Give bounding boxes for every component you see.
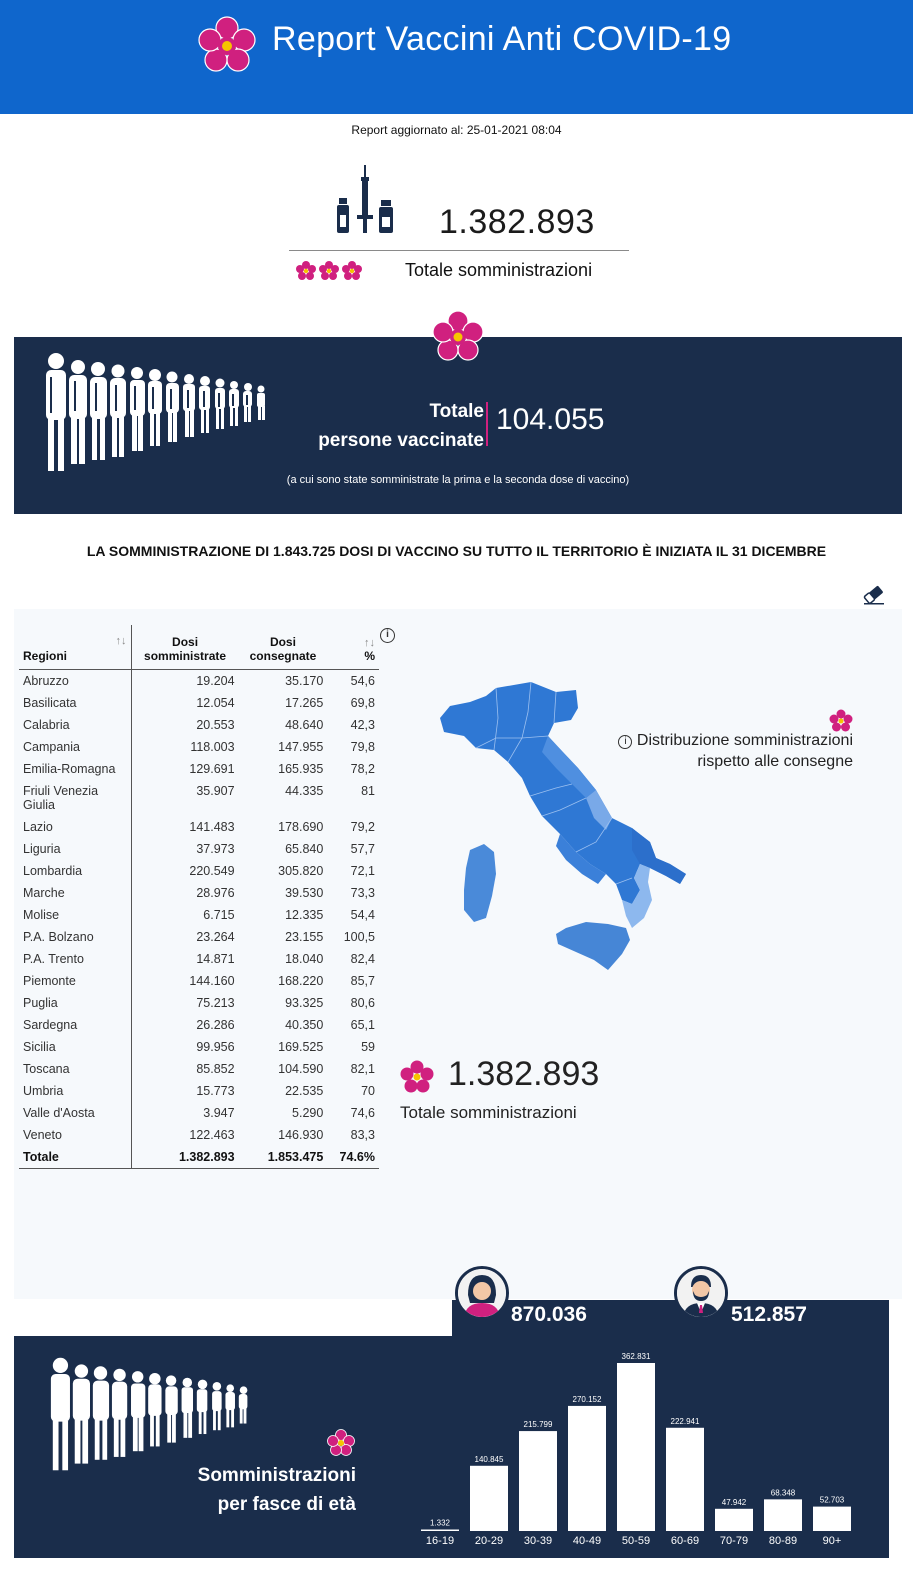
cell-somm: 144.160 (189, 973, 235, 988)
primula-flower-icon (430, 309, 486, 365)
bar-value-label: 1.332 (429, 1518, 451, 1528)
female-count: 870.036 (511, 1303, 587, 1326)
cell-somm: 6.715 (203, 907, 235, 922)
cell-pct: 59 (361, 1039, 375, 1054)
cell-somm: 220.549 (189, 863, 235, 878)
bar-90+[interactable] (813, 1507, 851, 1531)
cell-name: Liguria (19, 838, 131, 860)
three-flowers-icon (295, 259, 365, 281)
cell-pct: 42,3 (350, 717, 375, 732)
x-tick-label: 90+ (822, 1535, 842, 1547)
cell-pct: 82,1 (350, 1061, 375, 1076)
table-row (19, 838, 379, 860)
table-row (19, 736, 379, 758)
age-groups-panel (14, 1336, 889, 1558)
cell-somm: 28.976 (196, 885, 235, 900)
cell-somm: 118.003 (190, 739, 235, 754)
cell-pct: 82,4 (350, 951, 375, 966)
cell-pct: 72,1 (350, 863, 375, 878)
table-row (19, 1014, 379, 1036)
col-header-regions[interactable]: Regioni ↑↓ (19, 625, 131, 669)
cell-cons: 165.935 (278, 761, 324, 776)
cell-name: Puglia (19, 992, 131, 1014)
cell-pct: 74,6 (350, 1105, 375, 1120)
syringe-vial-icon (335, 165, 397, 241)
table-row (19, 816, 379, 838)
bar-value-label: 52.703 (819, 1495, 845, 1505)
x-tick-label: 80-89 (768, 1535, 798, 1547)
bar-40-49[interactable] (568, 1406, 606, 1531)
map-total-label: Totale somministrazioni (400, 1103, 577, 1122)
accent-divider (486, 402, 488, 446)
cell-name: Marche (19, 882, 131, 904)
bar-value-label: 68.348 (770, 1488, 796, 1498)
bar-30-39[interactable] (519, 1431, 557, 1531)
bar-value-label: 362.831 (621, 1352, 651, 1361)
crowd-illustration-icon (34, 1352, 270, 1476)
cell-somm: 26.286 (196, 1017, 235, 1032)
map-sardegna[interactable] (464, 844, 496, 922)
cell-name: Friuli Venezia Giulia (19, 780, 131, 816)
bar-60-69[interactable] (666, 1428, 704, 1531)
cell-somm: 15.773 (196, 1083, 235, 1098)
cell-pct: 79,2 (350, 819, 375, 834)
cell-cons: 48.640 (285, 717, 324, 732)
cell-pct: 79,8 (350, 739, 375, 754)
cell-cons: 22.535 (285, 1083, 324, 1098)
cell-somm: 1.382.893 (131, 1146, 239, 1169)
bar-80-89[interactable] (764, 1499, 802, 1531)
cell-name: Sicilia (19, 1036, 131, 1058)
cell-name: Valle d'Aosta (19, 1102, 131, 1124)
table-row (19, 926, 379, 948)
update-timestamp: Report aggiornato al: 25-01-2021 08:04 (351, 123, 562, 137)
info-icon[interactable]: i (618, 735, 632, 749)
cell-somm: 20.553 (196, 717, 235, 732)
col-header-administered[interactable]: Dosi somministrate (131, 625, 239, 669)
cell-name: P.A. Bolzano (19, 926, 131, 948)
cell-name: Basilicata (19, 692, 131, 714)
cell-pct: 81 (361, 783, 375, 798)
bar-value-label: 270.152 (572, 1394, 602, 1404)
table-row (19, 714, 379, 736)
map-sicilia[interactable] (556, 922, 630, 970)
cell-somm: 122.463 (189, 1127, 235, 1142)
bar-value-label: 140.845 (474, 1454, 504, 1464)
x-tick-label: 30-39 (523, 1535, 553, 1547)
bar-16-19[interactable] (421, 1530, 459, 1532)
x-tick-label: 16-19 (425, 1535, 455, 1547)
cell-pct: 54,6 (350, 673, 375, 688)
divider (289, 250, 629, 251)
table-row (19, 1036, 379, 1058)
total-administrations-value: 1.382.893 (439, 203, 595, 241)
italy-map[interactable] (436, 678, 696, 978)
cell-cons: 17.265 (285, 695, 324, 710)
table-row (19, 1080, 379, 1102)
total-administrations-label: Totale somministrazioni (405, 260, 593, 280)
cell-pct: 70 (361, 1083, 375, 1098)
cell-cons: 5.290 (292, 1105, 324, 1120)
table-row (19, 970, 379, 992)
cell-pct: 100,5 (343, 929, 375, 944)
cell-cons: 39.530 (285, 885, 324, 900)
primula-flower-icon (400, 1060, 434, 1094)
cell-somm: 75.213 (196, 995, 235, 1010)
regions-table (19, 625, 379, 1169)
male-count: 512.857 (731, 1303, 807, 1326)
table-row (19, 904, 379, 926)
bar-50-59[interactable] (617, 1363, 655, 1531)
eraser-icon[interactable] (862, 585, 886, 605)
x-tick-label: 40-49 (572, 1535, 602, 1547)
cell-somm: 37.973 (196, 841, 235, 856)
cell-cons: 65.840 (285, 841, 324, 856)
male-avatar-icon (674, 1266, 728, 1320)
cell-pct: 83,3 (350, 1127, 375, 1142)
cell-pct: 85,7 (350, 973, 375, 988)
vaccinated-label: Totale persone vaccinate (318, 401, 484, 451)
cell-cons: 1.853.475 (239, 1146, 328, 1169)
table-row (19, 692, 379, 714)
cell-somm: 12.054 (196, 695, 235, 710)
cell-name: Molise (19, 904, 131, 926)
bar-value-label: 47.942 (721, 1497, 747, 1507)
cell-pct: 57,7 (350, 841, 375, 856)
cell-cons: 18.040 (285, 951, 324, 966)
table-row (19, 948, 379, 970)
cell-cons: 35.170 (285, 673, 324, 688)
cell-cons: 168.220 (278, 973, 324, 988)
table-row (19, 882, 379, 904)
info-icon[interactable]: i (380, 628, 395, 643)
x-tick-label: 70-79 (719, 1535, 749, 1547)
map-total-value: 1.382.893 (448, 1055, 600, 1093)
cell-somm: 141.483 (189, 819, 235, 834)
sort-icon[interactable]: ↑↓ (115, 634, 127, 647)
table-row (19, 992, 379, 1014)
cell-somm: 3.947 (203, 1105, 235, 1120)
cell-name: Lombardia (19, 860, 131, 882)
cell-name: P.A. Trento (19, 948, 131, 970)
cell-pct: 65,1 (350, 1017, 375, 1032)
cell-cons: 23.155 (285, 929, 324, 944)
cell-pct: 74.6% (327, 1146, 379, 1169)
cell-somm: 99.956 (196, 1039, 235, 1054)
primula-logo-icon (196, 15, 258, 77)
header (0, 0, 913, 114)
female-avatar-icon (455, 1266, 509, 1320)
cell-pct: 78,2 (350, 761, 375, 776)
table-total-row (19, 1146, 379, 1169)
bar-20-29[interactable] (470, 1466, 508, 1531)
total-administrations-block (289, 165, 629, 295)
table-row (19, 860, 379, 882)
col-header-percent[interactable]: ↑↓ % (327, 625, 379, 669)
cell-name: Calabria (19, 714, 131, 736)
cell-name: Veneto (19, 1124, 131, 1146)
cell-cons: 178.690 (278, 819, 324, 834)
page-title: Report Vaccini Anti COVID-19 (272, 20, 732, 58)
cell-somm: 14.871 (196, 951, 235, 966)
cell-cons: 104.590 (278, 1061, 324, 1076)
table-row (19, 1058, 379, 1080)
cell-somm: 85.852 (196, 1061, 235, 1076)
cell-cons: 93.325 (285, 995, 324, 1010)
cell-name: Sardegna (19, 1014, 131, 1036)
cell-cons: 40.350 (285, 1017, 324, 1032)
cell-name: Umbria (19, 1080, 131, 1102)
bar-70-79[interactable] (715, 1509, 753, 1531)
cell-name: Lazio (19, 816, 131, 838)
cell-name: Campania (19, 736, 131, 758)
cell-name: Totale (19, 1146, 131, 1169)
cell-cons: 169.525 (278, 1039, 324, 1054)
cell-pct: 73,3 (350, 885, 375, 900)
vaccinated-value: 104.055 (496, 403, 605, 436)
bar-value-label: 215.799 (523, 1420, 553, 1430)
table-row (19, 1102, 379, 1124)
age-bar-chart (414, 1336, 874, 1558)
cell-name: Abruzzo (19, 669, 131, 692)
cell-name: Toscana (19, 1058, 131, 1080)
headline: LA SOMMINISTRAZIONE DI 1.843.725 DOSI DI VACCINO SU TUTTO IL TERRITORIO È INIZIATA IL 31 DICEMBRE (86, 543, 827, 559)
cell-somm: 129.691 (189, 761, 235, 776)
cell-cons: 44.335 (285, 783, 324, 798)
cell-somm: 23.264 (196, 929, 235, 944)
cell-cons: 147.955 (278, 739, 324, 754)
cell-cons: 12.335 (285, 907, 324, 922)
cell-pct: 54,4 (350, 907, 375, 922)
crowd-illustration-icon (34, 347, 270, 477)
cell-somm: 19.204 (196, 673, 235, 688)
bar-value-label: 222.941 (670, 1416, 700, 1426)
table-row (19, 1124, 379, 1146)
col-header-delivered[interactable]: Dosi consegnate (239, 625, 328, 669)
cell-cons: 146.930 (278, 1127, 324, 1142)
cell-name: Emilia-Romagna (19, 758, 131, 780)
x-tick-label: 60-69 (670, 1535, 700, 1547)
vaccinated-note: (a cui sono state somministrate la prima e la seconda dose di vaccino) (286, 474, 630, 486)
cell-cons: 305.820 (278, 863, 324, 878)
map-legend-note: i Distribuzione somministrazioni rispetto alle consegne (600, 730, 853, 772)
x-tick-label: 50-59 (621, 1535, 651, 1547)
cell-name: Piemonte (19, 970, 131, 992)
table-row (19, 758, 379, 780)
sort-icon[interactable]: ↑↓ (364, 636, 375, 649)
table-row (19, 780, 379, 816)
primula-flower-icon (327, 1429, 355, 1457)
cell-somm: 35.907 (196, 783, 235, 798)
table-row (19, 669, 379, 692)
cell-pct: 69,8 (350, 695, 375, 710)
cell-pct: 80,6 (350, 995, 375, 1010)
x-tick-label: 20-29 (474, 1535, 504, 1547)
age-chart-title: Somministrazioni per fasce di età (197, 1465, 356, 1515)
